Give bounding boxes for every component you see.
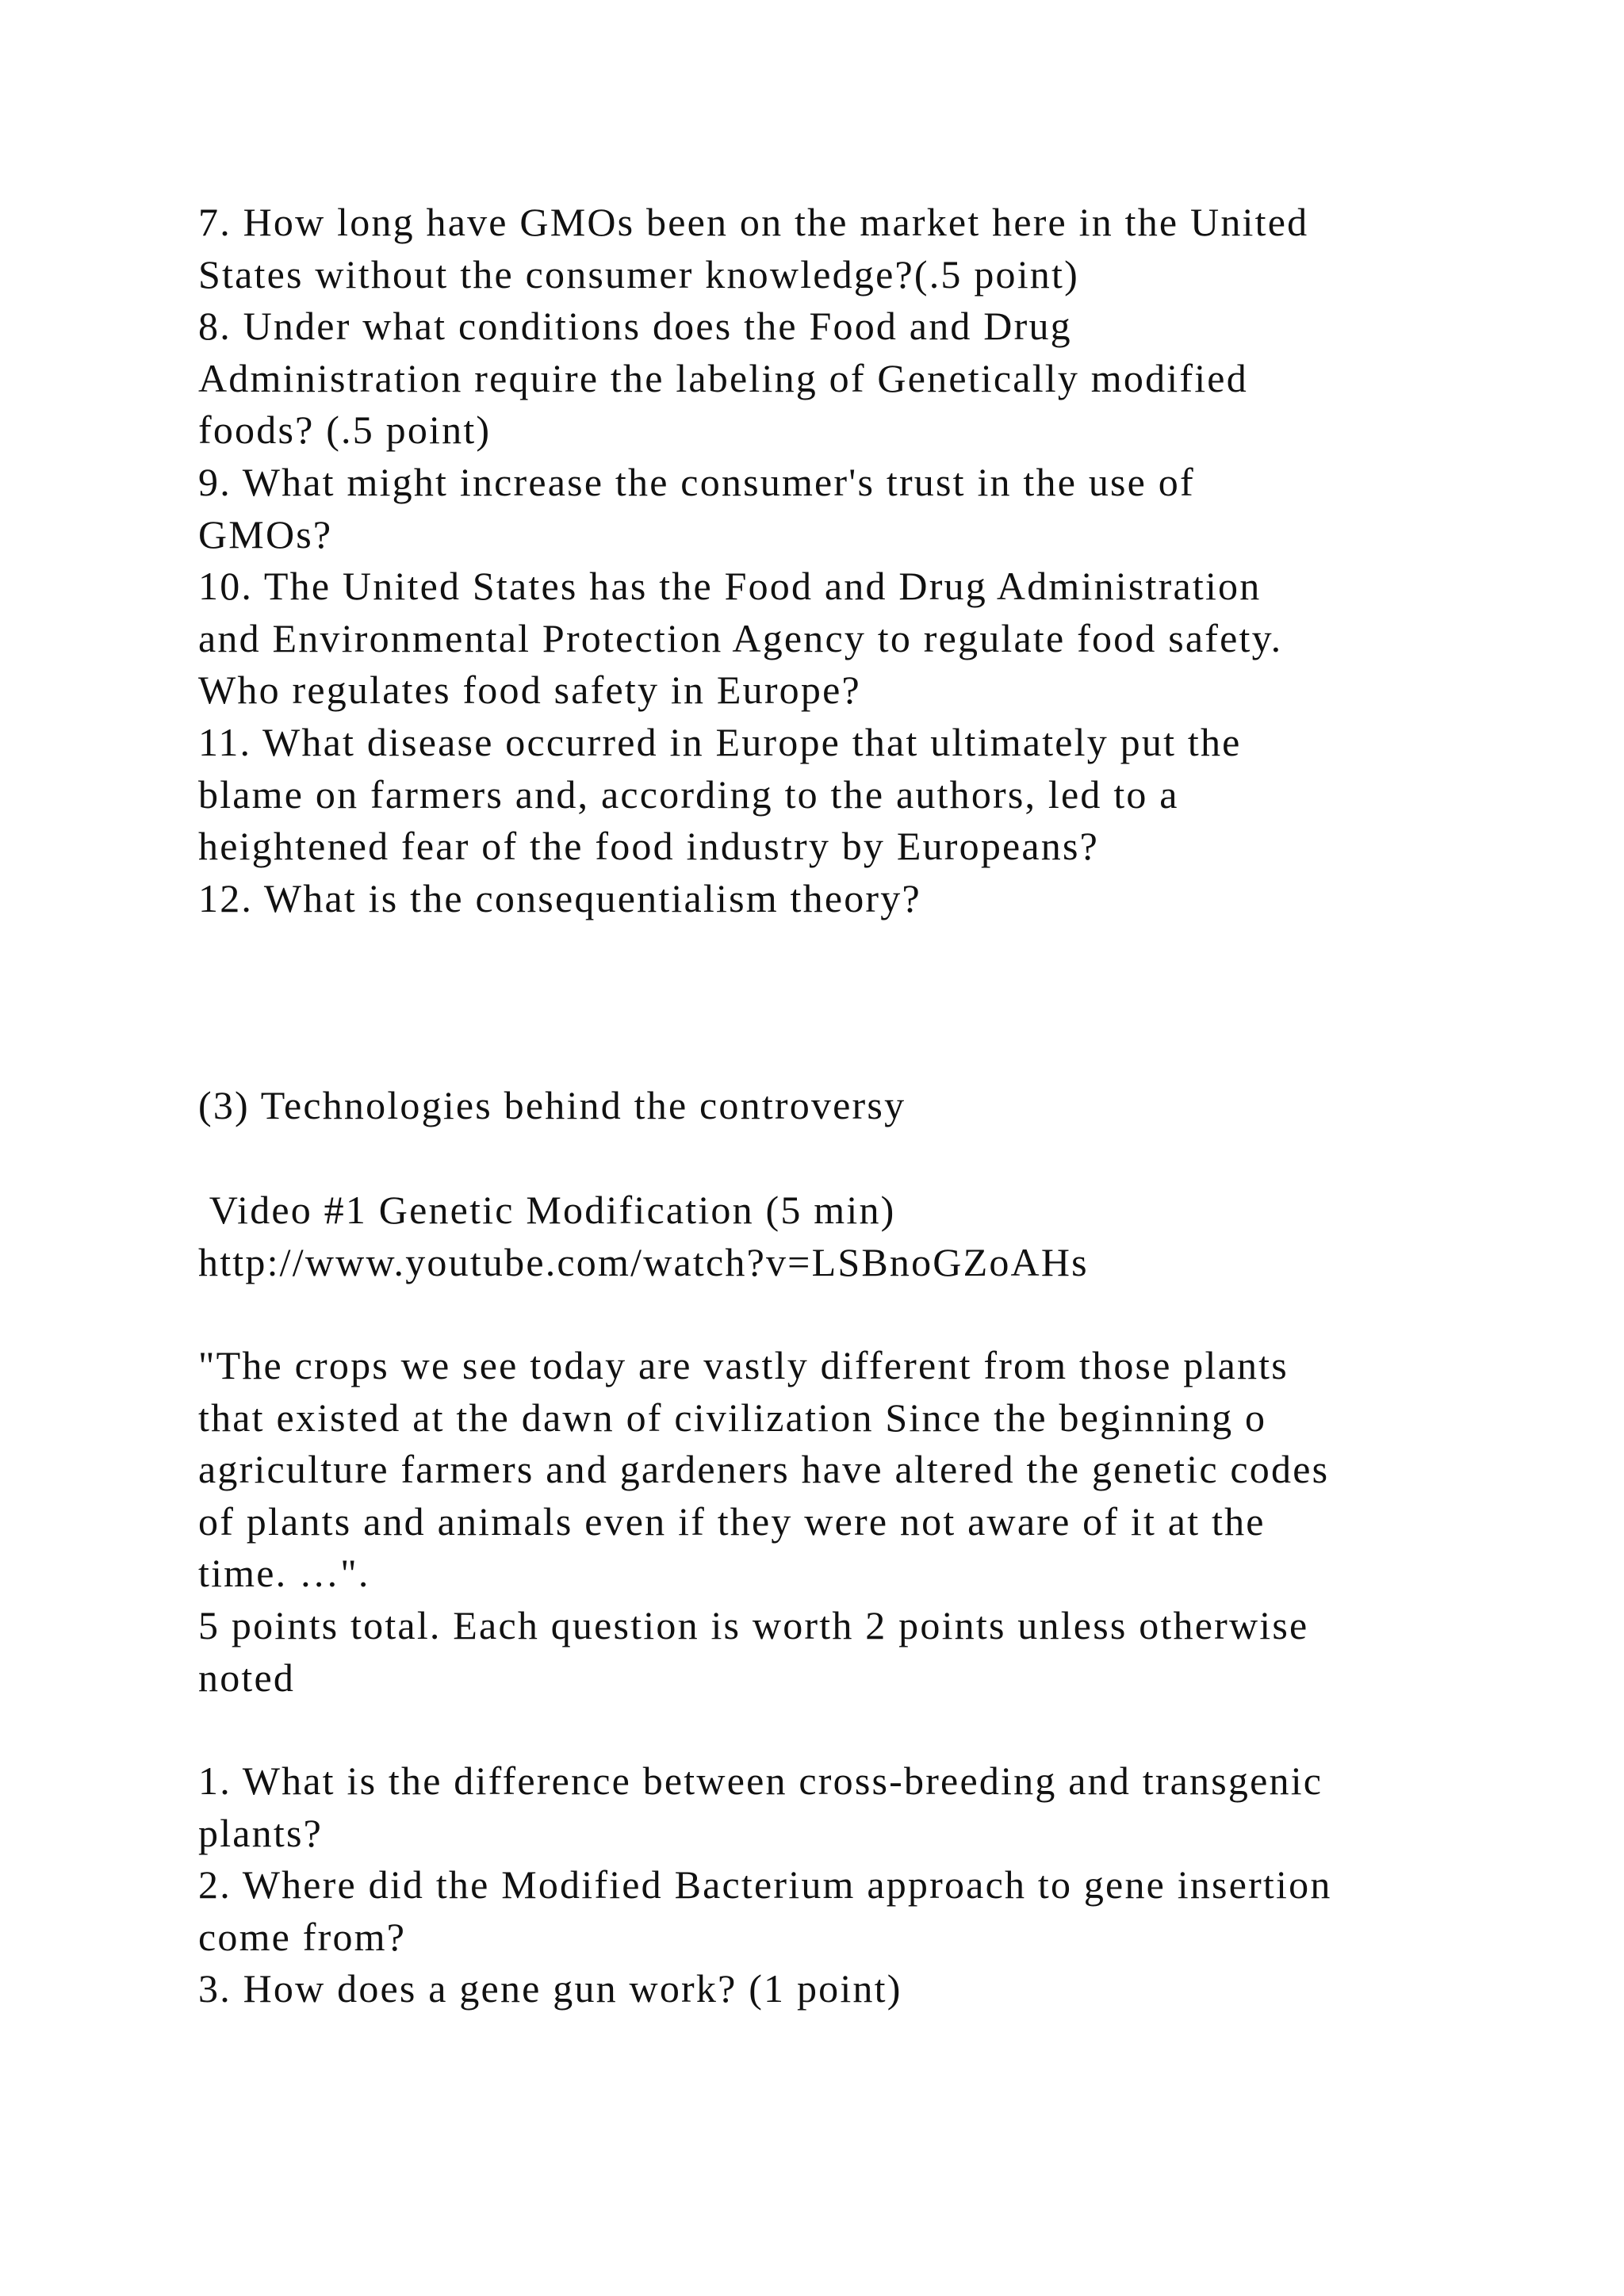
question-7-line-1: 7. How long have GMOs been on the market here in the United xyxy=(198,200,1309,244)
section-heading-block xyxy=(198,1080,1467,1132)
quote-and-instructions xyxy=(198,1340,1467,1704)
question-8-line-2: Administration require the labeling of Genetically modified xyxy=(198,355,1248,400)
points-instructions-line-2: noted xyxy=(198,1655,296,1700)
question-9-line-2: GMOs? xyxy=(198,511,333,557)
question-8-line-3: foods? (.5 point) xyxy=(198,408,492,453)
question-1-line-2: plants? xyxy=(198,1810,324,1855)
question-3-line-1: 3. How does a gene gun work? (1 point) xyxy=(198,1966,902,2011)
quote-line-5: time. …". xyxy=(198,1551,370,1596)
question-8-line-1: 8. Under what conditions does the Food and Drug xyxy=(198,304,1072,349)
video-title: Video #1 Genetic Modification (5 min) xyxy=(198,1188,896,1232)
question-10-line-1: 10. The United States has the Food and Drug Administration xyxy=(198,564,1262,609)
quote-line-2: that existed at the dawn of civilization Since the beginning o xyxy=(198,1395,1267,1440)
question-1-line-1: 1. What is the difference between cross-breeding and transgenic xyxy=(198,1758,1323,1803)
questions-list-part-a xyxy=(198,197,1467,924)
points-instructions-line-1: 5 points total. Each question is worth 2 points unless otherwise xyxy=(198,1602,1309,1647)
question-11-line-1: 11. What disease occurred in Europe that ultimately put the xyxy=(198,719,1242,764)
question-11-line-2: blame on farmers and, according to the authors, led to a xyxy=(198,771,1179,817)
question-2-line-2: come from? xyxy=(198,1914,407,1959)
video-reference xyxy=(198,1184,1467,1288)
quote-line-4: of plants and animals even if they were not aware of it at the xyxy=(198,1498,1266,1544)
quote-line-1: "The crops we see today are vastly different from those plants xyxy=(198,1343,1289,1387)
video-url-link[interactable]: http://www.youtube.com/watch?v=LSBnoGZoAHs xyxy=(198,1239,1089,1284)
question-12-line-1: 12. What is the consequentialism theory? xyxy=(198,875,921,920)
section-heading: (3) Technologies behind the controversy xyxy=(198,1083,906,1127)
question-2-line-1: 2. Where did the Modified Bacterium approach to gene insertion xyxy=(198,1862,1332,1908)
question-9-line-1: 9. What might increase the consumer's trust in the use of xyxy=(198,459,1195,504)
question-10-line-3: Who regulates food safety in Europe? xyxy=(198,668,861,713)
quote-line-3: agriculture farmers and gardeners have altered the genetic codes xyxy=(198,1447,1330,1492)
question-7-line-2: States without the consumer knowledge?(.5 point) xyxy=(198,251,1079,297)
question-10-line-2: and Environmental Protection Agency to regulate food safety. xyxy=(198,615,1283,660)
question-11-line-3: heightened fear of the food industry by Europeans? xyxy=(198,824,1100,869)
questions-list-part-b xyxy=(198,1755,1467,2015)
